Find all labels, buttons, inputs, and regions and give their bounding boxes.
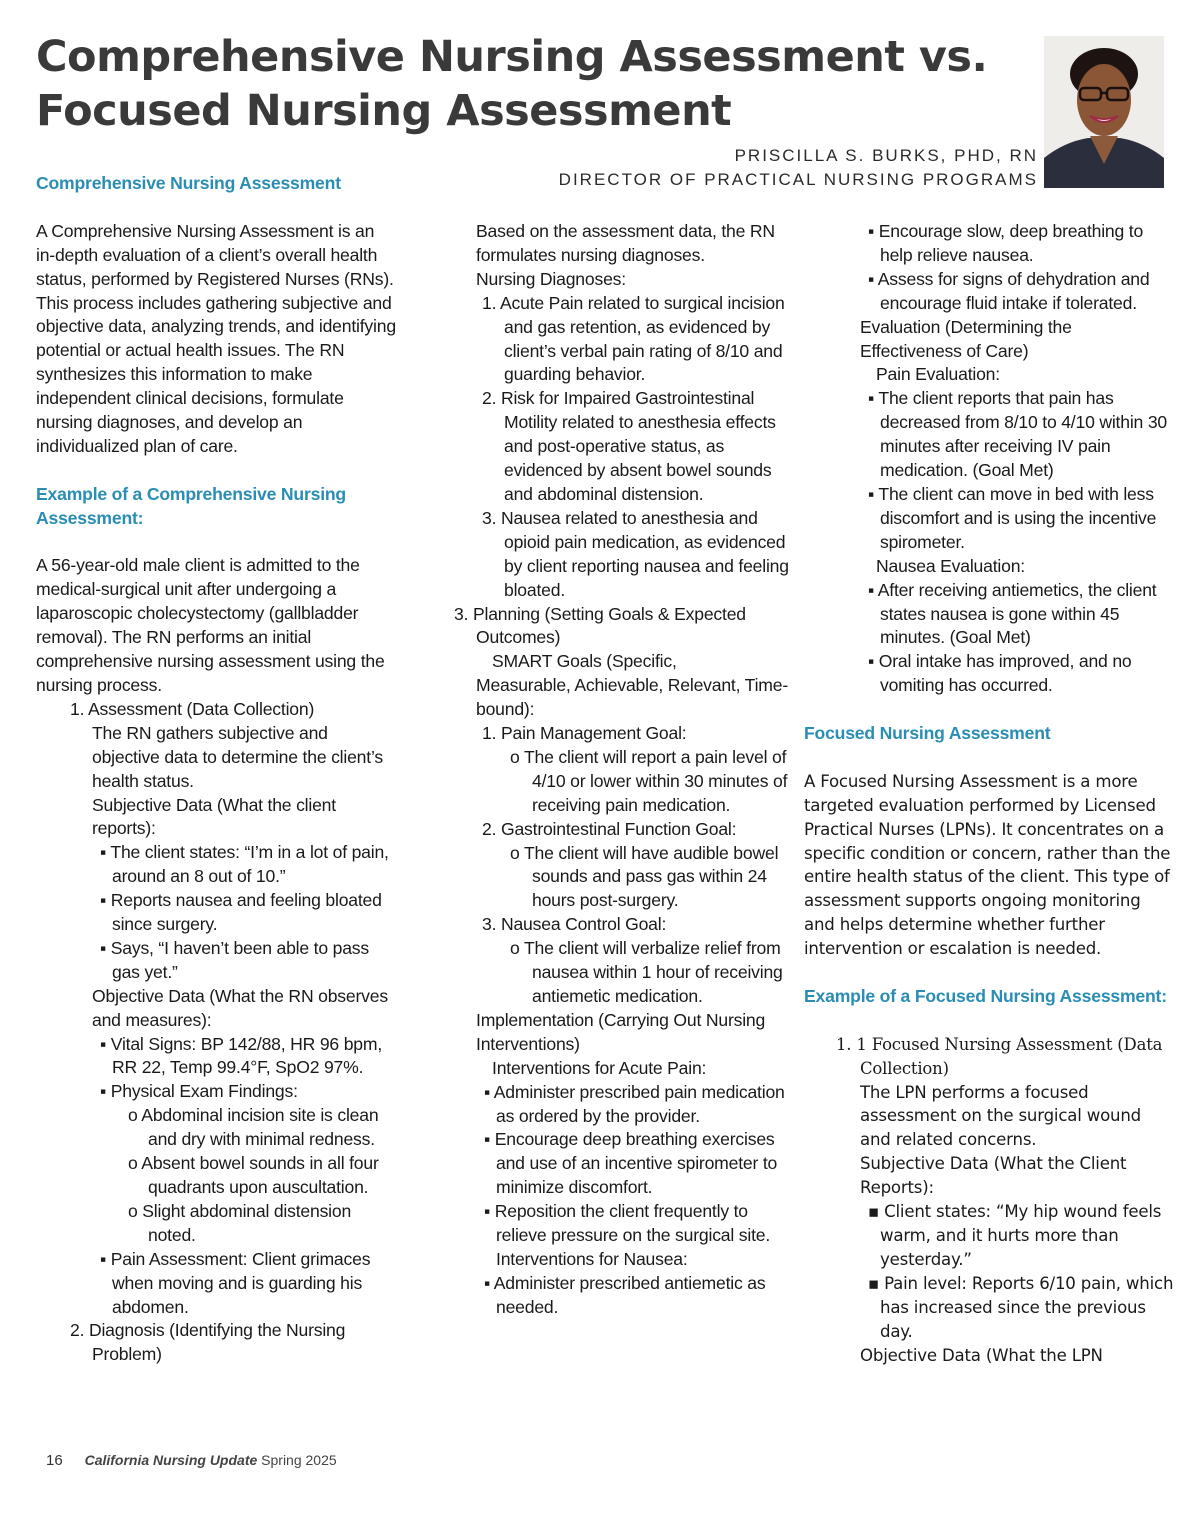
author-portrait-image (1044, 36, 1164, 188)
text-line: Pain Evaluation: (876, 364, 1000, 385)
text-line: ▪ Administer prescribed pain medication as ordered by the provider. (484, 1081, 785, 1126)
text-line: ▪ Administer prescribed antiemetic as needed. (484, 1272, 766, 1317)
paragraph-spacer (804, 961, 1174, 985)
article-column-2 (446, 220, 791, 1320)
article-title (36, 30, 1036, 138)
title-line-2: Focused Nursing Assessment (36, 86, 732, 136)
text-line: Subjective Data (What the client reports): (92, 794, 336, 839)
paragraph-spacer (36, 459, 396, 483)
paragraph-spacer (36, 531, 396, 555)
paragraph-spacer (36, 196, 396, 220)
text-line: Implementation (Carrying Out Nursing Interventions) (476, 1009, 766, 1054)
text-line: ▪ Client states: “My hip wound feels warm, and it hurts more than yesterday.” (868, 1202, 1162, 1269)
text-line: Interventions for Acute Pain: (492, 1057, 707, 1078)
text-line: ▪ Encourage slow, deep breathing to help relieve nausea. (868, 221, 1144, 265)
text-line: Based on the assessment data, the RN formulates nursing diagnoses. (476, 221, 775, 265)
text-line: Nausea Evaluation: (876, 555, 1025, 576)
section-heading: Example of a Comprehensive Nursing Assessment: (36, 483, 346, 528)
text-line: SMART Goals (Specific, (492, 651, 677, 672)
author-byline (559, 144, 1038, 192)
text-line: o Abdominal incision site is clean and dry with minimal redness. (128, 1105, 379, 1150)
text-line: 2. Risk for Impaired Gastrointestinal Motility related to anesthesia effects and post-operative status, as evidenced by absent bowel sounds and abdominal distension. (482, 388, 776, 504)
text-line: o Slight abdominal distension noted. (128, 1200, 352, 1245)
text-line: Objective Data (What the RN observes and measures): (92, 985, 388, 1030)
text-line: Measurable, Achievable, Relevant, Time-bound): (476, 675, 788, 720)
text-line: Subjective Data (What the Client Reports): (860, 1154, 1127, 1198)
text-line: Nursing Diagnoses: (476, 268, 626, 289)
text-line: ▪ After receiving antiemetics, the client states nausea is gone within 45 minutes. (Goal Met) (868, 579, 1157, 648)
paragraph-spacer (804, 746, 1174, 770)
text-line: 3. Planning (Setting Goals & Expected Outcomes) (454, 603, 746, 648)
section-heading: Focused Nursing Assessment (804, 723, 1051, 744)
section-heading: Example of a Focused Nursing Assessment: (804, 985, 1167, 1006)
text-line: ▪ Pain Assessment: Client grimaces when moving and is guarding his abdomen. (100, 1248, 371, 1317)
publication-issue: Spring 2025 (261, 1452, 337, 1468)
text-line: ▪ Pain level: Reports 6/10 pain, which has increased since the previous day. (868, 1273, 1174, 1341)
article-column-3 (804, 220, 1174, 1367)
text-line: o The client will have audible bowel sounds and pass gas within 24 hours post-surgery. (510, 842, 779, 911)
text-line: 1. Assessment (Data Collection) (70, 698, 315, 719)
text-line: ▪ Reposition the client frequently to relieve pressure on the surgical site. (484, 1201, 771, 1246)
text-line: 1. Acute Pain related to surgical incision and gas retention, as evidenced by client’s verbal pain rating of 8/10 and guarding behavior. (482, 292, 785, 385)
text-line: 3. Nausea related to anesthesia and opioid pain medication, as evidenced by client reporting nausea and feeling bloated. (482, 507, 789, 600)
publication-name: California Nursing Update (84, 1452, 258, 1468)
paragraph-spacer (804, 1009, 1174, 1033)
text-line: ▪ Physical Exam Findings: (100, 1081, 298, 1102)
text-line: ▪ Reports nausea and feeling bloated since surgery. (100, 890, 382, 935)
text-line: ▪ The client reports that pain has decreased from 8/10 to 4/10 within 30 minutes after receiving IV pain medication. (Goal Met) (868, 388, 1167, 481)
page-footer (46, 1452, 337, 1469)
paragraph-spacer (804, 698, 1174, 722)
title-line-1: Comprehensive Nursing Assessment vs. (36, 32, 988, 82)
text-line: o The client will verbalize relief from nausea within 1 hour of receiving antiemetic medication. (510, 938, 783, 1006)
text-line: o The client will report a pain level of 4/10 or lower within 30 minutes of receiving pain medication. (510, 746, 788, 815)
text-line: ▪ Assess for signs of dehydration and encourage fluid intake if tolerated. (868, 268, 1150, 313)
author-photo (1044, 36, 1164, 188)
text-line: ▪ Vital Signs: BP 142/88, HR 96 bpm, RR 22, Temp 99.4°F, SpO2 97%. (100, 1033, 383, 1078)
text-line: 3. Nausea Control Goal: (482, 914, 667, 935)
text-line: 2. Gastrointestinal Function Goal: (482, 818, 737, 839)
text-line: A Comprehensive Nursing Assessment is an in-depth evaluation of a client’s overall health status, performed by Registered Nurses (RNs). This process includes gathering subjective and objective data, analyzing trends, and identifying potential or actual health issues. The RN synthesizes this information to make independent clinical decisions, formulate nursing diagnoses, and develop an individualized plan of care. (36, 220, 396, 456)
text-line: The LPN performs a focused assessment on the surgical wound and related concerns. (860, 1082, 1141, 1150)
text-line: Evaluation (Determining the Effectiveness of Care) (860, 316, 1072, 361)
text-line: The RN gathers subjective and objective data to determine the client’s health status. (92, 722, 383, 791)
text-line: ▪ The client states: “I’m in a lot of pain, around an 8 out of 10.” (100, 842, 389, 887)
text-line: ▪ Says, “I haven’t been able to pass gas yet.” (100, 937, 369, 982)
author-role: DIRECTOR OF PRACTICAL NURSING PROGRAMS (558, 170, 1038, 189)
text-line: o Absent bowel sounds in all four quadrants upon auscultation. (128, 1153, 379, 1198)
text-line: ▪ Encourage deep breathing exercises and use of an incentive spirometer to minimize discomfort. (484, 1129, 778, 1198)
text-line: 1. 1 Focused Nursing Assessment (Data Collection) (836, 1034, 1163, 1078)
text-line: ▪ Oral intake has improved, and no vomiting has occurred. (868, 651, 1132, 696)
author-name: PRISCILLA S. BURKS, PHD, RN (734, 146, 1038, 165)
text-line: 1. Pain Management Goal: (482, 723, 687, 744)
text-line: Objective Data (What the LPN (860, 1345, 1103, 1365)
section-heading: Comprehensive Nursing Assessment (36, 173, 341, 193)
text-line: ▪ The client can move in bed with less discomfort and is using the incentive spirometer. (868, 483, 1157, 552)
page-number: 16 (46, 1452, 63, 1469)
text-line: A 56-year-old male client is admitted to the medical-surgical unit after undergoing a laparoscopic cholecystectomy (gallbladder removal). The RN performs an initial comprehensive nursing assessment using the nursing process. (36, 555, 385, 695)
text-line: 2. Diagnosis (Identifying the Nursing Problem) (70, 1320, 346, 1365)
text-line: A Focused Nursing Assessment is a more targeted evaluation performed by Licensed Practical Nurses (LPNs). It concentrates on a specific condition or concern, rather than the entire health status of the client. This type of assessment supports ongoing monitoring and helps determine whether further intervention or escalation is needed. (804, 771, 1171, 959)
text-line: Interventions for Nausea: (496, 1248, 688, 1269)
article-column-1 (36, 172, 396, 1367)
